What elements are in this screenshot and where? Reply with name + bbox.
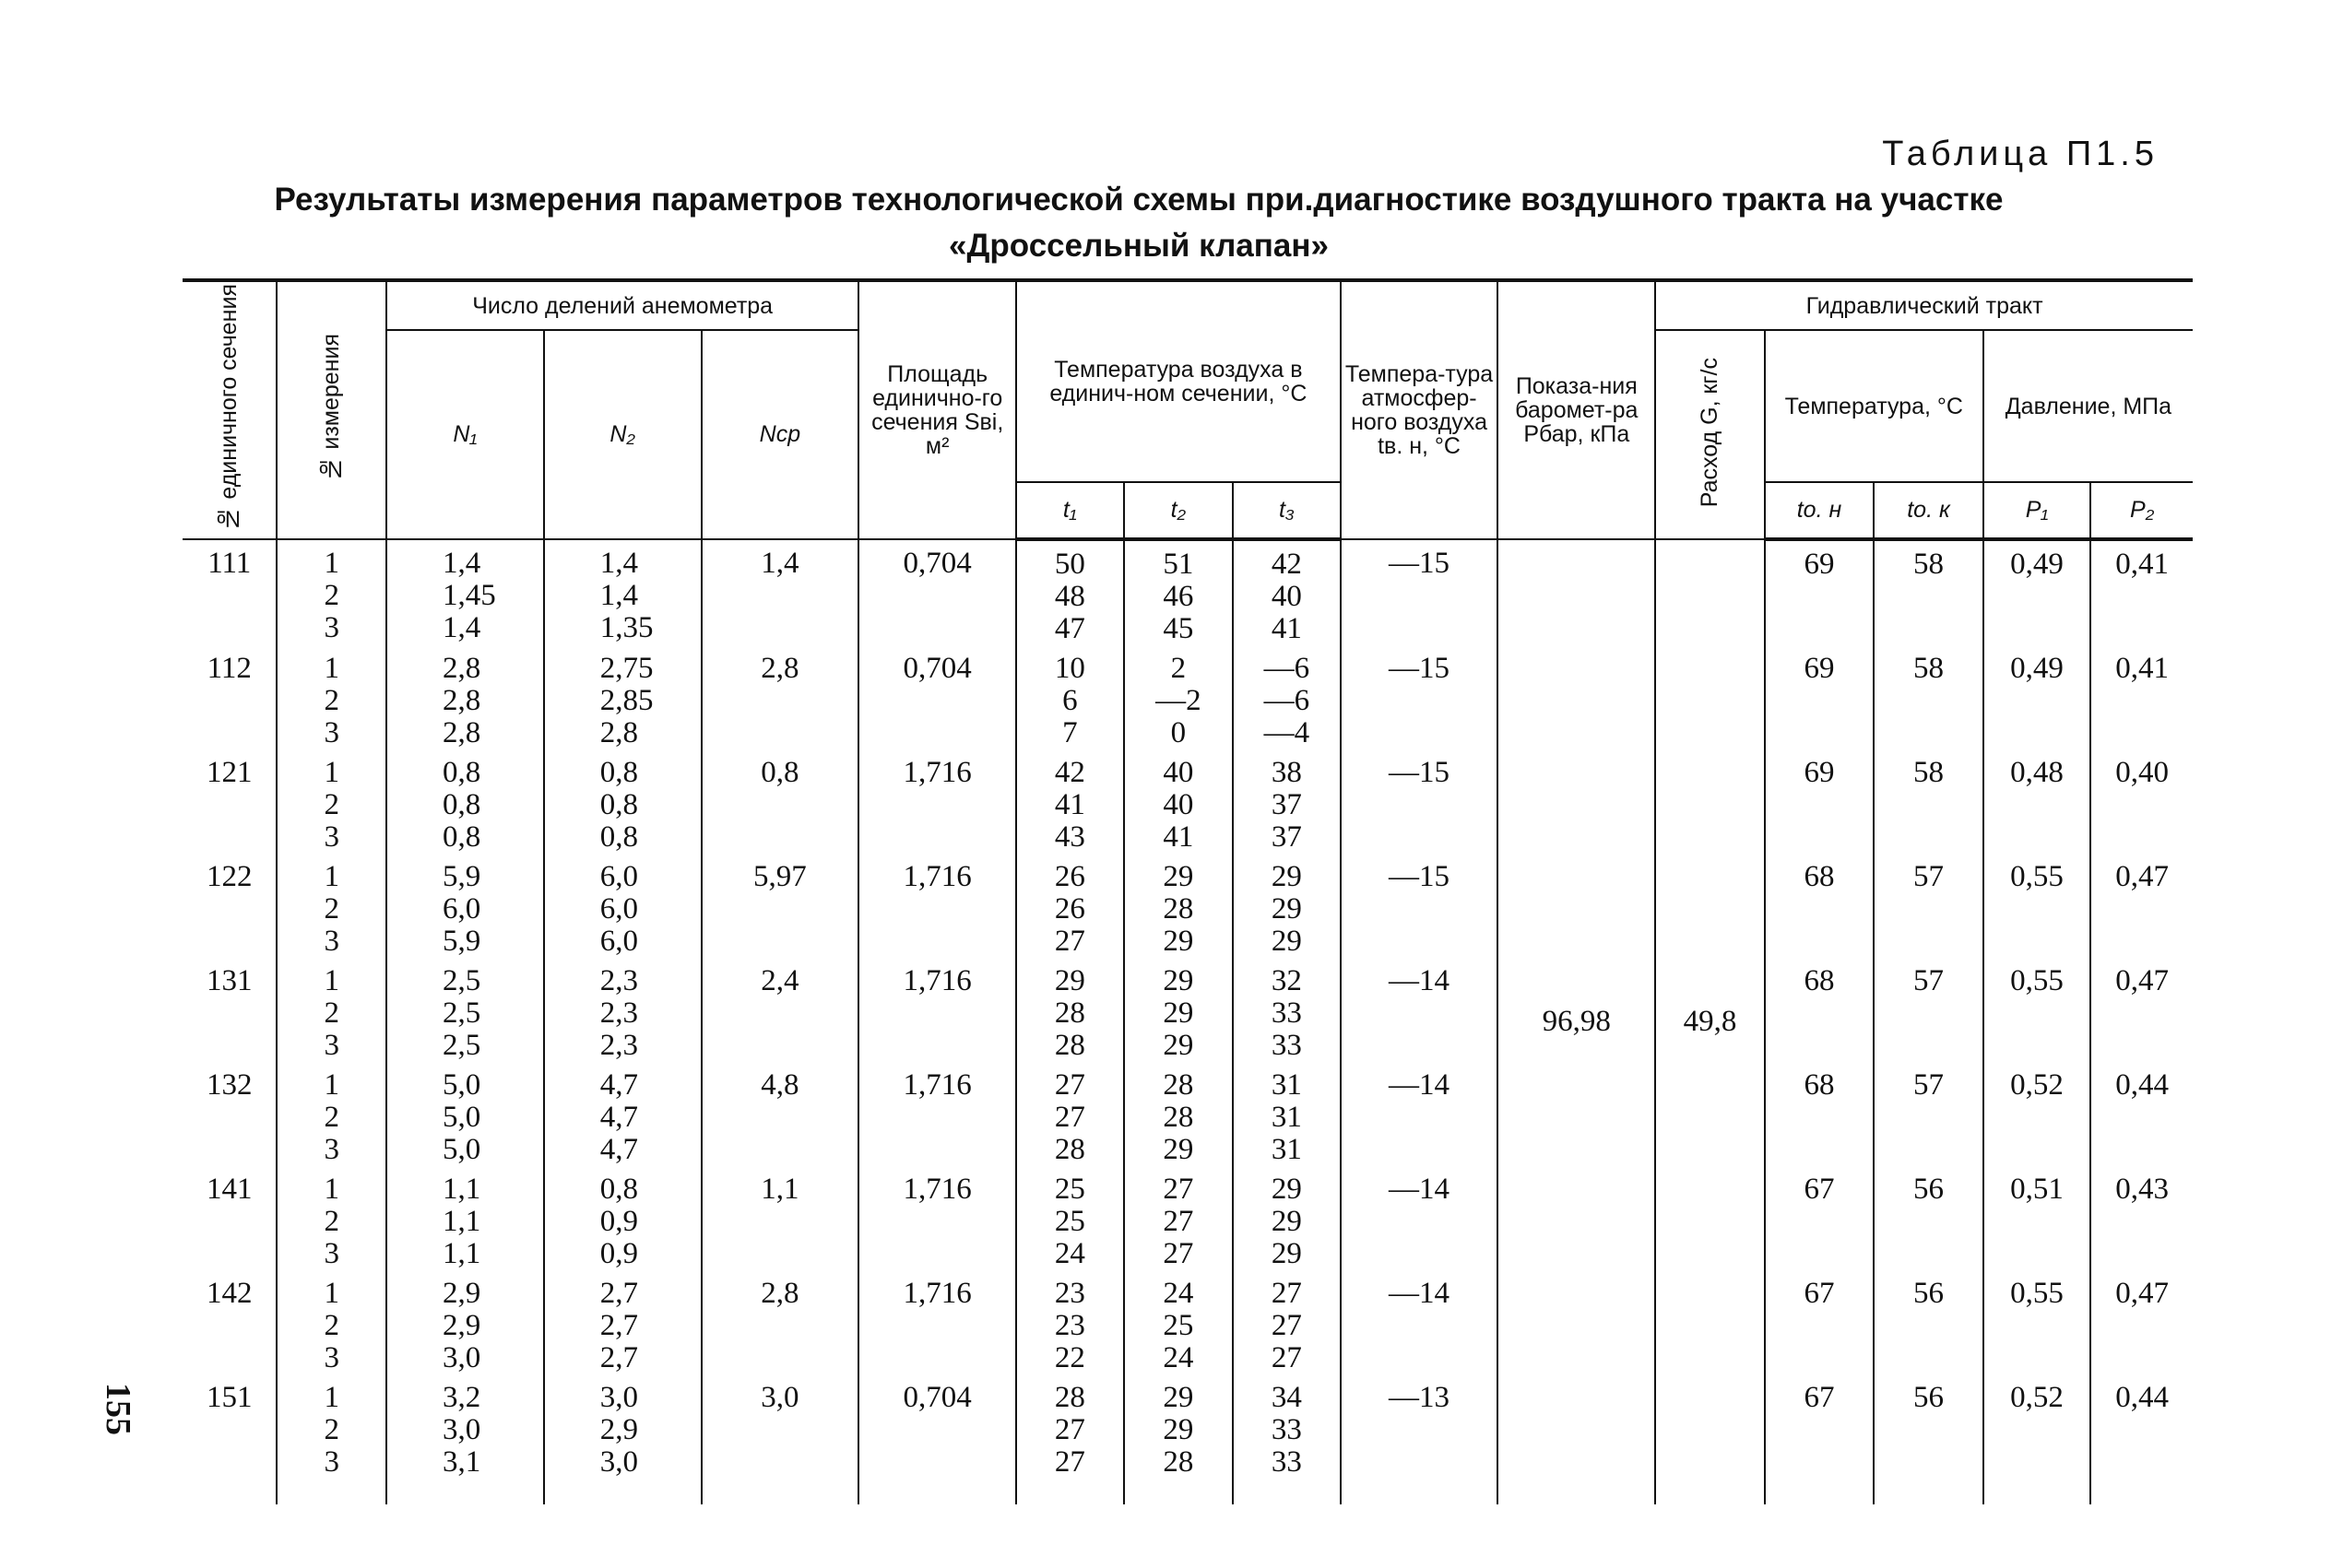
cell-n1: 2,8 2,8 2,8 [386,645,544,749]
cell-p1: 0,55 [1983,854,2091,958]
cell-area: 0,704 [858,539,1016,645]
cell-meas: 1 2 3 [277,1270,386,1374]
table-row [183,749,2193,854]
cell-section: 121 [183,749,277,854]
header-atmospheric-temperature: Темпера-тура атмосфер-ного воздуха tв. н, °С [1341,280,1498,539]
cell-t-atm: —14 [1341,958,1498,1062]
header-area: Площадь единично-го сечения Sвi, м² [858,280,1016,539]
header-n2: N₂ [544,330,702,539]
cell-n1: 5,9 6,0 5,9 [386,854,544,958]
cell-meas: 1 2 3 [277,958,386,1062]
cell-ncp: 3,0 [702,1374,859,1504]
cell-area: 1,716 [858,1062,1016,1166]
cell-n1: 2,9 2,9 3,0 [386,1270,544,1374]
cell-meas: 1 2 3 [277,1374,386,1504]
cell-t1: 29 28 28 [1016,958,1124,1062]
cell-area: 1,716 [858,854,1016,958]
header-t-on: tо. н [1765,482,1875,538]
cell-t-on: 68 [1765,1062,1875,1166]
cell-t-on: 69 [1765,539,1875,645]
header-temperature-group: Температура, °С [1765,330,1983,482]
cell-t-ok: 56 [1874,1166,1983,1270]
table-row [183,854,2193,958]
table-row [183,958,2193,1062]
cell-n1: 0,8 0,8 0,8 [386,749,544,854]
cell-t-atm: —14 [1341,1270,1498,1374]
cell-p1: 0,48 [1983,749,2091,854]
cell-t3: 29 29 29 [1233,1166,1341,1270]
header-t-ok: tо. к [1874,482,1983,538]
cell-t-ok: 58 [1874,645,1983,749]
cell-t-ok: 57 [1874,854,1983,958]
cell-t-on: 68 [1765,958,1875,1062]
cell-section: 111 [183,539,277,645]
cell-t2: 27 27 27 [1124,1166,1234,1270]
cell-n1: 3,2 3,0 3,1 [386,1374,544,1504]
cell-p1: 0,51 [1983,1166,2091,1270]
cell-p2: 0,47 [2090,854,2193,958]
cell-ncp: 2,8 [702,1270,859,1374]
cell-t1: 25 25 24 [1016,1166,1124,1270]
header-section-no: № единичного сечения [183,280,277,539]
cell-t2: 28 28 29 [1124,1062,1234,1166]
cell-section: 112 [183,645,277,749]
table-row [183,539,2193,645]
cell-n1: 1,1 1,1 1,1 [386,1166,544,1270]
cell-p2: 0,47 [2090,958,2193,1062]
cell-ncp: 5,97 [702,854,859,958]
cell-t1: 28 27 27 [1016,1374,1124,1504]
cell-t-on: 69 [1765,749,1875,854]
cell-t-ok: 57 [1874,1062,1983,1166]
cell-t3: 42 40 41 [1233,539,1341,645]
cell-meas: 1 2 3 [277,749,386,854]
cell-n2: 0,8 0,8 0,8 [544,749,702,854]
cell-area: 0,704 [858,1374,1016,1504]
cell-t1: 27 27 28 [1016,1062,1124,1166]
table-title-line-2: «Дроссельный клапан» [949,228,1329,264]
cell-n2: 2,75 2,85 2,8 [544,645,702,749]
cell-ncp: 0,8 [702,749,859,854]
cell-t1: 23 23 22 [1016,1270,1124,1374]
header-anemometer-group: Число делений анемометра [386,280,858,330]
cell-t3: 29 29 29 [1233,854,1341,958]
cell-p2: 0,44 [2090,1374,2193,1504]
cell-t-atm: —15 [1341,645,1498,749]
cell-flow: 49,8 [1655,539,1765,1504]
cell-n1: 1,4 1,45 1,4 [386,539,544,645]
cell-n2: 3,0 2,9 3,0 [544,1374,702,1504]
cell-t-on: 67 [1765,1374,1875,1504]
cell-n1: 5,0 5,0 5,0 [386,1062,544,1166]
cell-area: 1,716 [858,958,1016,1062]
table-row [183,645,2193,749]
cell-t3: 27 27 27 [1233,1270,1341,1374]
cell-n2: 6,0 6,0 6,0 [544,854,702,958]
cell-t-atm: —15 [1341,539,1498,645]
cell-section: 132 [183,1062,277,1166]
cell-t-ok: 57 [1874,958,1983,1062]
cell-p2: 0,41 [2090,539,2193,645]
cell-ncp: 4,8 [702,1062,859,1166]
cell-t2: 29 29 28 [1124,1374,1234,1504]
header-p2: P₂ [2090,482,2193,538]
cell-p1: 0,49 [1983,539,2091,645]
cell-t-on: 68 [1765,854,1875,958]
cell-t2: 29 28 29 [1124,854,1234,958]
cell-ncp: 1,4 [702,539,859,645]
table-header [183,280,2193,539]
cell-t1: 50 48 47 [1016,539,1124,645]
cell-ncp: 2,4 [702,958,859,1062]
cell-t-atm: —13 [1341,1374,1498,1504]
cell-t-atm: —14 [1341,1062,1498,1166]
header-measurement-no: № измерения [277,280,386,539]
cell-t2: 2 —2 0 [1124,645,1234,749]
header-air-temperature-group: Температура воздуха в единич-ном сечении, °С [1016,280,1341,482]
table-row [183,1374,2193,1504]
header-ncp: Nср [702,330,859,539]
cell-area: 1,716 [858,749,1016,854]
cell-p1: 0,52 [1983,1062,2091,1166]
cell-t-atm: —15 [1341,749,1498,854]
cell-n2: 2,3 2,3 2,3 [544,958,702,1062]
cell-p1: 0,55 [1983,1270,2091,1374]
cell-section: 151 [183,1374,277,1504]
header-t2: t₂ [1124,482,1234,538]
measurement-table [183,278,2193,1504]
cell-section: 141 [183,1166,277,1270]
cell-t2: 51 46 45 [1124,539,1234,645]
cell-ncp: 1,1 [702,1166,859,1270]
cell-section: 122 [183,854,277,958]
cell-meas: 1 2 3 [277,539,386,645]
table-row [183,1270,2193,1374]
cell-t-ok: 56 [1874,1374,1983,1504]
cell-p2: 0,44 [2090,1062,2193,1166]
page-number: 155 [99,1383,137,1435]
cell-meas: 1 2 3 [277,854,386,958]
cell-t1: 26 26 27 [1016,854,1124,958]
header-flow: Расход G, кг/с [1655,330,1765,539]
header-p1: P₁ [1983,482,2091,538]
cell-t3: 32 33 33 [1233,958,1341,1062]
header-t3: t₃ [1233,482,1341,538]
cell-ncp: 2,8 [702,645,859,749]
cell-section: 142 [183,1270,277,1374]
cell-t3: —6 —6 —4 [1233,645,1341,749]
cell-t3: 31 31 31 [1233,1062,1341,1166]
cell-t-atm: —14 [1341,1166,1498,1270]
cell-n2: 4,7 4,7 4,7 [544,1062,702,1166]
cell-n2: 2,7 2,7 2,7 [544,1270,702,1374]
header-t1: t₁ [1016,482,1124,538]
cell-p2: 0,41 [2090,645,2193,749]
table-title-line-1: Результаты измерения параметров технологической схемы при.диагностике воздушного тракта на участке [274,182,2004,218]
header-hydraulic-group: Гидравлический тракт [1655,280,2193,330]
cell-p1: 0,49 [1983,645,2091,749]
cell-n1: 2,5 2,5 2,5 [386,958,544,1062]
cell-p2: 0,43 [2090,1166,2193,1270]
cell-t2: 24 25 24 [1124,1270,1234,1374]
table-label: Таблица П1.5 [1882,135,2159,173]
cell-area: 1,716 [858,1166,1016,1270]
header-barometer: Показа-ния баромет-ра Pбар, кПа [1497,280,1655,539]
cell-p2: 0,47 [2090,1270,2193,1374]
header-n1: N₁ [386,330,544,539]
cell-t-atm: —15 [1341,854,1498,958]
table-row [183,1062,2193,1166]
cell-t-ok: 56 [1874,1270,1983,1374]
cell-t3: 38 37 37 [1233,749,1341,854]
cell-area: 0,704 [858,645,1016,749]
cell-p1: 0,52 [1983,1374,2091,1504]
cell-area: 1,716 [858,1270,1016,1374]
cell-t1: 10 6 7 [1016,645,1124,749]
header-pressure-group: Давление, МПа [1983,330,2193,482]
cell-t-ok: 58 [1874,539,1983,645]
cell-p1: 0,55 [1983,958,2091,1062]
cell-n2: 1,4 1,4 1,35 [544,539,702,645]
cell-t3: 34 33 33 [1233,1374,1341,1504]
cell-t1: 42 41 43 [1016,749,1124,854]
cell-section: 131 [183,958,277,1062]
cell-t-on: 67 [1765,1166,1875,1270]
cell-t-on: 67 [1765,1270,1875,1374]
cell-t-on: 69 [1765,645,1875,749]
cell-barometer: 96,98 [1497,539,1655,1504]
table-body [183,539,2193,1504]
cell-meas: 1 2 3 [277,1166,386,1270]
cell-p2: 0,40 [2090,749,2193,854]
cell-n2: 0,8 0,9 0,9 [544,1166,702,1270]
cell-meas: 1 2 3 [277,1062,386,1166]
cell-t2: 40 40 41 [1124,749,1234,854]
cell-t2: 29 29 29 [1124,958,1234,1062]
table-row [183,1166,2193,1270]
cell-t-ok: 58 [1874,749,1983,854]
cell-meas: 1 2 3 [277,645,386,749]
